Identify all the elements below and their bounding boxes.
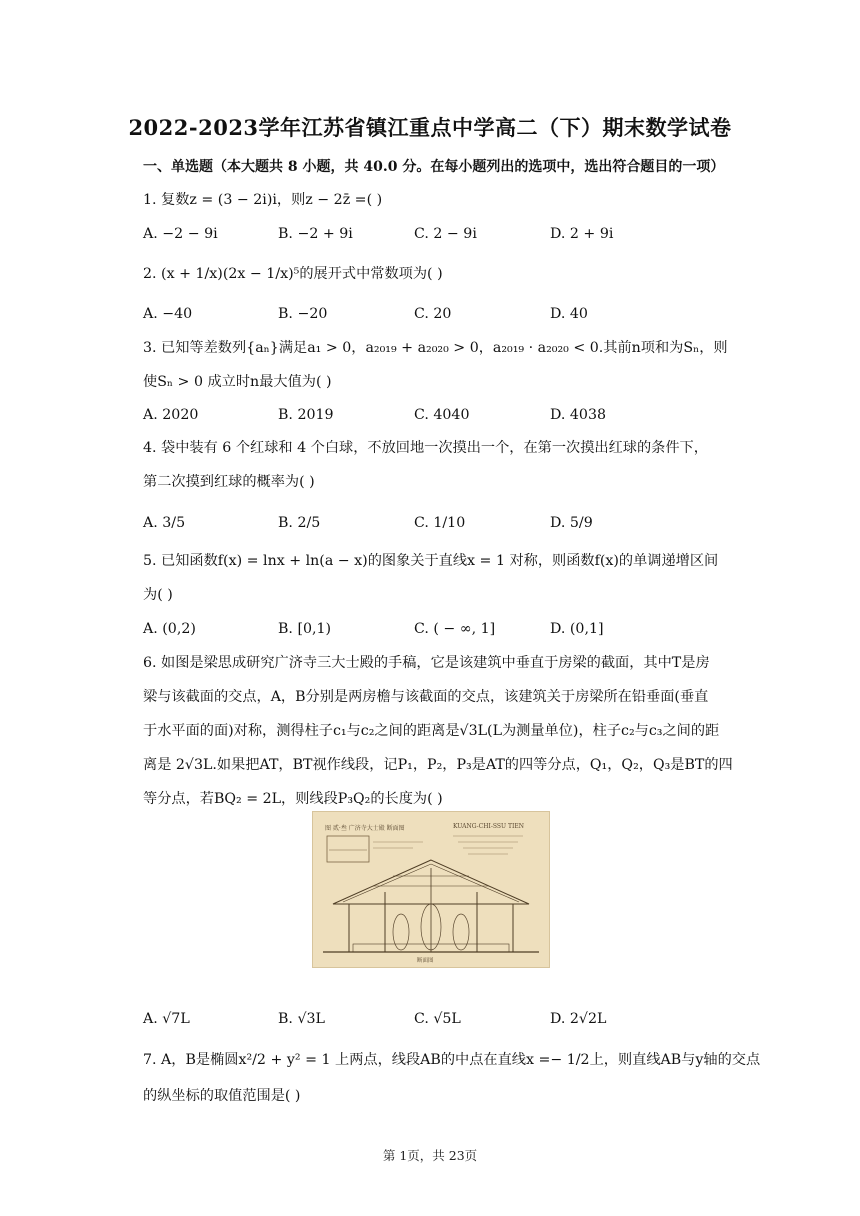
q1-option-c[interactable]: C. 2 − 9i	[414, 226, 477, 242]
architecture-sketch-figure	[312, 811, 550, 968]
q1-option-a[interactable]: A. −2 − 9i	[143, 226, 218, 242]
q5-option-c[interactable]: C. ( − ∞, 1]	[414, 621, 496, 637]
question-4-text-line2: 第二次摸到红球的概率为( )	[143, 474, 315, 490]
figure-heading-left: 图 贰·叁 广济寺大士殿 断面图	[325, 825, 405, 832]
q6-option-c[interactable]: C. √5L	[414, 1011, 461, 1027]
q5-option-b[interactable]: B. [0,1)	[278, 621, 332, 637]
q2-option-d[interactable]: D. 40	[550, 306, 588, 322]
question-2-text: 2. (x + 1/x)(2x − 1/x)⁵的展开式中常数项为( )	[143, 266, 443, 282]
q2-option-b[interactable]: B. −20	[278, 306, 328, 322]
question-7-text-line1: 7. A，B是椭圆x²/2 + y² = 1 上两点，线段AB的中点在直线x =− 1/2上，则直线AB与y轴的交点	[143, 1052, 761, 1068]
question-4-text-line1: 4. 袋中装有 6 个红球和 4 个白球，不放回地一次摸出一个，在第一次摸出红球的条件下，	[143, 440, 708, 456]
q4-option-a[interactable]: A. 3/5	[143, 515, 186, 531]
page-footer: 第 1页，共 23页	[382, 1148, 478, 1163]
q4-option-d[interactable]: D. 5/9	[550, 515, 593, 531]
q3-option-d[interactable]: D. 4038	[550, 407, 606, 423]
question-5-text-line2: 为( )	[143, 587, 173, 603]
q6-option-d[interactable]: D. 2√2L	[550, 1011, 607, 1027]
question-6-text-line2: 梁与该截面的交点，A，B分别是两房檐与该截面的交点，该建筑关于房梁所在铅垂面(垂直	[143, 689, 709, 705]
q1-option-d[interactable]: D. 2 + 9i	[550, 226, 614, 242]
question-6-text-line3: 于水平面的面)对称，测得柱子c₁与c₂之间的距离是√3L(L为测量单位)，柱子c₂与c₃之间的距	[143, 723, 720, 739]
q5-option-a[interactable]: A. (0,2)	[143, 621, 196, 637]
q2-option-a[interactable]: A. −40	[143, 306, 193, 322]
q3-option-c[interactable]: C. 4040	[414, 407, 470, 423]
q4-option-c[interactable]: C. 1/10	[414, 515, 466, 531]
q3-option-b[interactable]: B. 2019	[278, 407, 334, 423]
question-5-text-line1: 5. 已知函数f(x) = lnx + ln(a − x)的图象关于直线x = 1 对称，则函数f(x)的单调递增区间	[143, 553, 719, 569]
question-3-text-line2: 使Sₙ > 0 成立时n最大值为( )	[143, 374, 332, 390]
q4-option-b[interactable]: B. 2/5	[278, 515, 321, 531]
question-3-text-line1: 3. 已知等差数列{aₙ}满足a₁ > 0，a₂₀₁₉ + a₂₀₂₀ > 0，a₂₀₁₉ · a₂₀₂₀ < 0.其前n项和为Sₙ，则	[143, 340, 728, 356]
q3-option-a[interactable]: A. 2020	[143, 407, 199, 423]
q6-option-b[interactable]: B. √3L	[278, 1011, 325, 1027]
question-6-text-line1: 6. 如图是梁思成研究广济寺三大士殿的手稿，它是该建筑中垂直于房梁的截面，其中T是房	[143, 655, 710, 671]
q2-option-c[interactable]: C. 20	[414, 306, 452, 322]
question-6-text-line4: 离是 2√3L.如果把AT，BT视作线段，记P₁，P₂，P₃是AT的四等分点，Q₁，Q₂，Q₃是BT的四	[143, 757, 733, 773]
figure-caption: 断面图	[417, 958, 434, 964]
q1-option-b[interactable]: B. −2 + 9i	[278, 226, 353, 242]
question-6-text-line5: 等分点，若BQ₂ = 2L，则线段P₃Q₂的长度为( )	[143, 791, 443, 807]
temple-cross-section-drawing	[313, 812, 549, 967]
page-title: 2022-2023学年江苏省镇江重点中学高二（下）期末数学试卷	[128, 115, 732, 140]
q6-option-a[interactable]: A. √7L	[143, 1011, 190, 1027]
figure-heading-right: KUANG-CHI-SSU TIEN	[453, 823, 524, 830]
section-heading: 一、单选题（本大题共 8 小题，共 40.0 分。在每小题列出的选项中，选出符合题目的一项）	[143, 159, 725, 175]
q5-option-d[interactable]: D. (0,1]	[550, 621, 604, 637]
question-7-text-line2: 的纵坐标的取值范围是( )	[143, 1088, 301, 1104]
question-1-text: 1. 复数z = (3 − 2i)i，则z − 2z̄ =( )	[143, 192, 383, 208]
